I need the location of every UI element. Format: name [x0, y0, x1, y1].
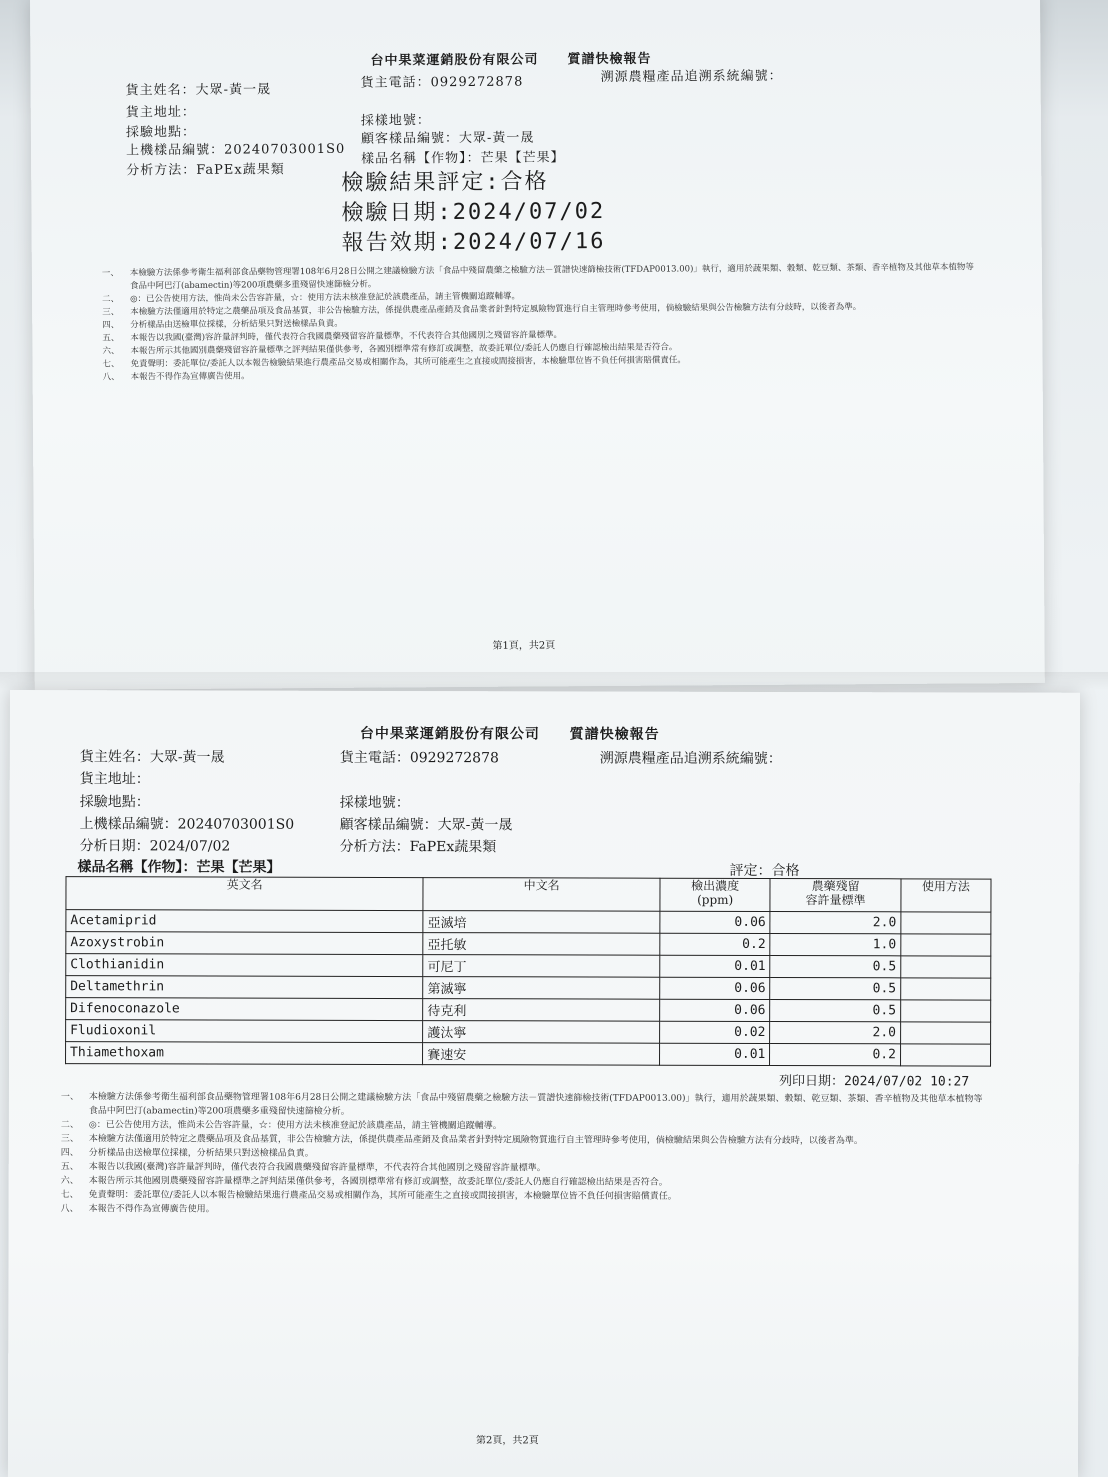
note-text: ◎：已公告使用方法，惟尚未公告容許量，☆：使用方法未核准登記於該農產品，請主管機關追蹤輔導。	[88, 1120, 502, 1132]
report-page-1	[30, 0, 1045, 690]
cell-concentration: 0.01	[660, 955, 770, 977]
cell-concentration: 0.02	[660, 1021, 770, 1043]
sampling-place-field: 採驗地點：	[79, 794, 150, 811]
report-page-2	[8, 690, 1080, 1477]
note-number: 五、	[102, 333, 120, 344]
cell-usage	[901, 912, 991, 934]
note-text: 免責聲明：委託單位/委託人以本報告檢驗結果進行農產品交易或相關作為，其所可能產生之直接或間接損害，本檢驗單位皆不負任何損害賠償責任。	[130, 355, 686, 370]
page1-notes	[102, 261, 983, 384]
cell-chinese-name: 待克利	[423, 999, 660, 1022]
note-text: 免責聲明：委託單位/委託人以本報告檢驗結果進行農產品交易或相關作為，其所可能產生之直接或間接損害，本檢驗單位皆不負任何損害賠償責任。	[88, 1190, 677, 1202]
cell-mrl: 0.2	[770, 1043, 901, 1065]
trace-number-field: 溯源農糧產品追溯系統編號：	[599, 750, 782, 768]
cell-english-name: Difenoconazole	[66, 998, 423, 1021]
note-text: 本報告所示其他國別農藥殘留容許量標準之評判結果僅供參考，各國別標準常有修訂或調整，故委託單位/委託人仍應自行確認檢出結果是否符合。	[88, 1176, 668, 1188]
analysis-method-field: 分析方法：FaPEx蔬果類	[339, 838, 497, 856]
note-number: 一、	[60, 1092, 79, 1103]
analysis-date-field: 分析日期：2024/07/02	[79, 838, 231, 855]
sampling-place-field: 採驗地點：	[125, 124, 196, 141]
col-header-usage: 使用方法	[901, 879, 991, 912]
table-row	[66, 954, 991, 978]
cell-chinese-name: 亞托敏	[423, 933, 660, 956]
cell-mrl: 0.5	[770, 977, 901, 999]
cell-usage	[901, 956, 991, 978]
verdict-field: 評定：合格	[729, 862, 800, 880]
cell-english-name: Thiamethoxam	[66, 1042, 423, 1065]
owner-address-field: 貨主地址：	[125, 104, 196, 121]
cell-english-name: Deltamethrin	[66, 976, 423, 999]
table-row	[66, 998, 991, 1022]
note-text: 本檢驗方法僅適用於特定之農藥品項及食品基質，非公告檢驗方法，係提供農產品產銷及食品業者針對特定風險物質進行自主管理時參考使用，倘檢驗結果與公告檢驗方法有分歧時，以後者為準。	[88, 1134, 863, 1147]
upload-sample-number-field: 上機樣品編號：20240703001S0	[126, 141, 346, 159]
cell-usage	[901, 1000, 991, 1022]
owner-phone-field: 貨主電話：0929272878	[360, 74, 524, 91]
note-text: 分析樣品由送檢單位採樣，分析結果只對送檢樣品負責。	[88, 1148, 314, 1159]
note-text: 本報告以我國(臺灣)容許量評判時，僅代表符合我國農藥殘留容許量標準，不代表符合其他國別之殘留容許量標準。	[130, 330, 563, 344]
cell-usage	[901, 978, 991, 1000]
table-row	[66, 932, 991, 956]
note-number: 八、	[60, 1204, 79, 1215]
owner-name-field: 貨主姓名：大眾-黃一晟	[125, 82, 272, 99]
note-text: 分析樣品由送檢單位採樣，分析結果只對送檢樣品負責。	[130, 318, 343, 331]
col-header-english-name: 英文名	[66, 877, 423, 911]
cell-concentration: 0.2	[660, 933, 770, 955]
cell-usage	[900, 1044, 990, 1066]
page2-number: 第2頁，共2頁	[476, 1435, 539, 1447]
owner-address-field: 貨主地址：	[79, 771, 150, 788]
cell-concentration: 0.06	[660, 999, 770, 1021]
cell-english-name: Acetamiprid	[66, 910, 423, 933]
report-validity-line: 報告效期:2024/07/16	[341, 228, 606, 256]
result-verdict-line: 檢驗結果評定:合格	[341, 169, 549, 196]
note-number: 三、	[102, 307, 120, 318]
owner-phone-field: 貨主電話：0929272878	[339, 749, 499, 767]
note-number: 三、	[60, 1134, 79, 1145]
cell-mrl: 2.0	[770, 1021, 901, 1043]
note-text: 本檢驗方法僅適用於特定之農藥品項及食品基質，非公告檢驗方法，係提供農產品產銷及食品業者針對特定風險物質進行自主管理時參考使用，倘檢驗結果與公告檢驗方法有分歧時，以後者為準。	[130, 302, 862, 318]
sample-name-field: 樣品名稱【作物】：芒果【芒果】	[77, 859, 281, 876]
note-number: 六、	[102, 346, 120, 357]
note-number: 四、	[102, 320, 120, 331]
page2-notes	[61, 1090, 991, 1218]
cell-usage	[900, 1022, 990, 1044]
note-number: 四、	[60, 1148, 79, 1159]
note-number: 二、	[102, 294, 120, 305]
customer-sample-number-field: 顧客樣品編號：大眾-黃一晟	[360, 130, 535, 147]
note-item	[61, 1090, 991, 1120]
table-header-row	[66, 877, 991, 912]
pesticide-results-table	[65, 876, 991, 1066]
cell-chinese-name: 亞滅培	[423, 911, 660, 934]
cell-chinese-name: 護汰寧	[423, 1021, 660, 1044]
cell-concentration: 0.06	[660, 911, 770, 933]
print-date-field: 列印日期：2024/07/02 10:27	[778, 1074, 970, 1090]
cell-mrl: 0.5	[770, 955, 901, 977]
inspection-date-line: 檢驗日期:2024/07/02	[341, 198, 606, 226]
note-text: 本報告不得作為宣傳廣告使用。	[88, 1204, 215, 1215]
cell-english-name: Fludioxonil	[66, 1020, 423, 1043]
upload-sample-number-field: 上機樣品編號：20240703001S0	[79, 816, 295, 833]
table-row	[66, 976, 991, 1000]
note-number: 二、	[60, 1120, 79, 1131]
note-number: 六、	[60, 1176, 79, 1187]
report-title: 質譜快檢報告	[569, 726, 660, 743]
table-row	[66, 910, 991, 934]
cell-mrl: 1.0	[770, 933, 901, 955]
note-number: 一、	[101, 268, 119, 279]
table-row	[66, 1020, 991, 1044]
owner-name-field: 貨主姓名：大眾-黃一晟	[79, 749, 225, 766]
sampling-number-field: 採樣地號：	[339, 794, 410, 812]
analysis-method-field: 分析方法：FaPEx蔬果類	[126, 162, 285, 179]
cell-mrl: 2.0	[770, 911, 901, 933]
note-text: ◎：已公告使用方法，惟尚未公告容許量，☆：使用方法未核准登記於該農產品，請主管機關追蹤輔導。	[130, 291, 521, 305]
note-item	[61, 1202, 991, 1218]
table-row	[66, 1042, 991, 1066]
cell-concentration: 0.06	[660, 977, 770, 999]
cell-mrl: 0.5	[770, 999, 901, 1021]
cell-concentration: 0.01	[660, 1043, 770, 1065]
note-text: 本檢驗方法係參考衛生福利部食品藥物管理署108年6月28日公開之建議檢驗方法「食品中殘留農藥之檢驗方法－質譜快速篩檢技術(TFDAP0013.00)」執行，適用於蔬果類、穀類、乾豆類、茶類、香辛植物及其他草本植物等食品中阿巴汀(abamectin)等200項農藥多重殘留快速篩檢分析。	[88, 1092, 983, 1117]
note-number: 七、	[102, 359, 120, 370]
customer-sample-number-field: 顧客樣品編號：大眾-黃一晟	[339, 816, 513, 834]
sample-name-field: 樣品名稱【作物】：芒果【芒果】	[361, 150, 565, 167]
report-title: 質譜快檢報告	[567, 51, 652, 68]
company-name: 台中果菜運銷股份有限公司	[370, 52, 539, 69]
cell-chinese-name: 賽速安	[423, 1043, 660, 1066]
cell-english-name: Clothianidin	[66, 954, 423, 977]
page-fold-shadow	[0, 672, 1108, 690]
cell-english-name: Azoxystrobin	[66, 932, 423, 955]
col-header-concentration: 檢出濃度 (ppm)	[660, 878, 770, 911]
col-header-chinese-name: 中文名	[423, 878, 660, 912]
note-text: 本報告以我國(臺灣)容許量評判時，僅代表符合我國農藥殘留容許量標準，不代表符合其他國別之殘留容許量標準。	[88, 1162, 546, 1174]
cell-usage	[901, 934, 991, 956]
col-header-mrl: 農藥殘留 容許量標準	[770, 878, 901, 911]
company-name: 台中果菜運銷股份有限公司	[359, 725, 540, 743]
sampling-number-field: 採樣地號：	[360, 113, 431, 129]
note-number: 八、	[102, 372, 120, 383]
cell-chinese-name: 可尼丁	[423, 955, 660, 978]
cell-chinese-name: 第滅寧	[423, 977, 660, 1000]
trace-number-field: 溯源農糧產品追溯系統編號：	[600, 68, 783, 86]
note-number: 五、	[60, 1162, 79, 1173]
page2-header	[360, 723, 660, 744]
note-text: 本報告所示其他國別農藥殘留容許量標準之評判結果僅供參考，各國別標準常有修訂或調整，故委託單位/委託人仍應自行確認檢出結果是否符合。	[130, 342, 678, 357]
note-text: 本報告不得作為宣傳廣告使用。	[130, 371, 250, 383]
note-text: 本檢驗方法係參考衛生福利部食品藥物管理署108年6月28日公開之建議檢驗方法「食品中殘留農藥之檢驗方法－質譜快速篩檢技術(TFDAP0013.00)」執行，適用於蔬果類、穀類、乾豆類、茶類、香辛植物及其他草本植物等食品中阿巴汀(abamectin)等200項農藥多重殘留快速篩檢分析。	[129, 262, 974, 292]
page1-number: 第1頁，共2頁	[492, 640, 556, 652]
note-number: 七、	[60, 1190, 79, 1201]
